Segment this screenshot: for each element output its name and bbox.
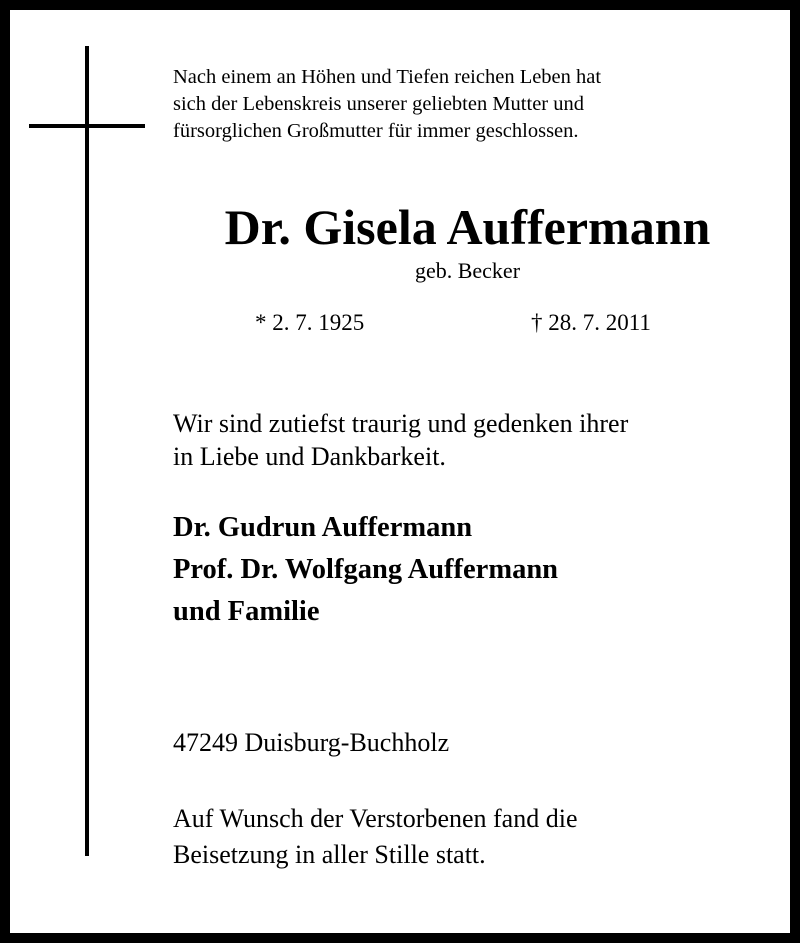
burial-line: Beisetzung in aller Stille statt. xyxy=(173,840,486,869)
deceased-name: Dr. Gisela Auffermann xyxy=(224,199,711,255)
mourning-text xyxy=(173,407,773,473)
burial-line: Auf Wunsch der Verstorbenen fand die xyxy=(173,804,578,833)
burial-note xyxy=(173,801,783,873)
intro-line: Nach einem an Höhen und Tiefen reichen Leben hat xyxy=(173,66,602,88)
death-date: † 28. 7. 2011 xyxy=(531,310,651,335)
mourner-name: Prof. Dr. Wolfgang Auffermann xyxy=(173,554,559,585)
maiden-name: geb. Becker xyxy=(414,258,521,283)
intro-line: fürsorglichen Großmutter für immer geschlossen. xyxy=(173,120,579,142)
mourners-list xyxy=(173,507,783,633)
mourning-line: Wir sind zutiefst traurig und gedenken ihrer xyxy=(173,409,629,438)
cross-icon-crossbar xyxy=(29,124,145,128)
intro-line: sich der Lebenskreis unserer geliebten Mutter und xyxy=(173,93,585,115)
address: 47249 Duisburg-Buchholz xyxy=(173,728,450,757)
cross-icon xyxy=(85,46,89,856)
mourning-line: in Liebe und Dankbarkeit. xyxy=(173,442,446,471)
intro-text xyxy=(173,64,773,145)
mourner-name: und Familie xyxy=(173,596,320,627)
mourner-name: Dr. Gudrun Auffermann xyxy=(173,512,473,543)
birth-date: * 2. 7. 1925 xyxy=(255,310,365,335)
